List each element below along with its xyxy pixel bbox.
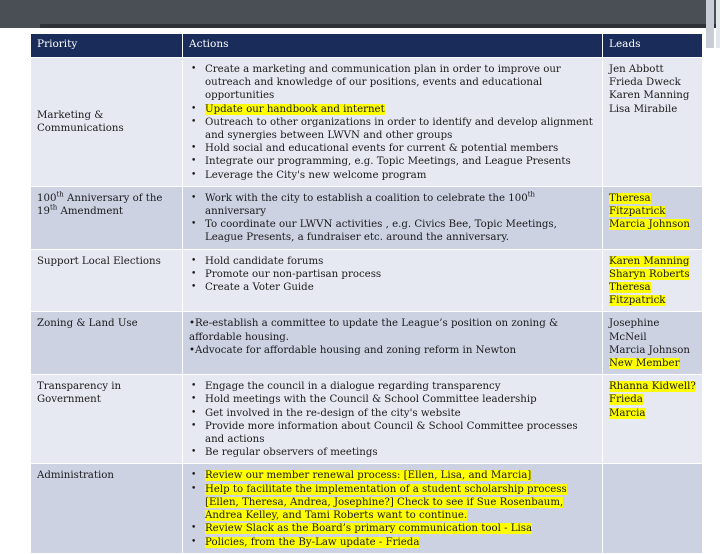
action-item: • Engage the council in a dialogue regarding transparency xyxy=(201,380,597,393)
action-item: • Integrate our programming, e.g. Topic Meetings, and League Presents xyxy=(201,155,597,168)
lead-name: Fitzpatrick xyxy=(609,206,666,218)
action-text: anniversary xyxy=(205,206,267,218)
action-item: • Be regular observers of meetings xyxy=(201,446,597,459)
action-item: • Leverage the City's new welcome program xyxy=(201,169,597,182)
actions-list xyxy=(189,380,597,459)
leads-cell xyxy=(603,312,703,375)
action-item: • Hold candidate forums xyxy=(201,255,597,268)
lead-name: Fitzpatrick xyxy=(609,295,666,307)
highlighted-text: Review Slack as the Board’s primary communication tool - Lisa xyxy=(205,523,533,535)
lead-name: Frieda xyxy=(609,394,643,406)
leads-cell xyxy=(603,186,703,249)
actions-list xyxy=(189,469,597,548)
lead-name: Sharyn Roberts xyxy=(609,268,690,280)
lead-name: Marcia Johnson xyxy=(609,344,690,356)
priority-cell: Administration xyxy=(31,464,183,553)
action-item: • Promote our non-partisan process xyxy=(201,268,597,281)
slide-side-stripe xyxy=(706,0,714,48)
action-item: • Create a marketing and communication plan in order to improve our outreach and knowledge of our positions, events and educational opportunities xyxy=(201,63,597,103)
priority-cell: Transparency in Government xyxy=(31,375,183,464)
slide-top-stripe xyxy=(40,24,720,28)
lead-name: Karen Manning xyxy=(609,90,690,102)
highlighted-text: Policies, from the By-Law update - Frieda xyxy=(205,536,420,548)
action-item: • Get involved in the re-design of the city's website xyxy=(201,407,597,420)
header-leads: Leads xyxy=(603,34,703,58)
priority-text: Amendment xyxy=(57,206,124,218)
action-item xyxy=(201,103,597,116)
priority-cell: Marketing & Communications xyxy=(31,58,183,187)
action-item xyxy=(201,536,597,549)
lead-name: McNeil xyxy=(609,331,647,343)
header-priority: Priority xyxy=(31,34,183,58)
action-item: • Provide more information about Council & School Committee processes and actions xyxy=(201,420,597,446)
leads-cell xyxy=(603,375,703,464)
action-item xyxy=(201,522,597,535)
action-item: • Create a Voter Guide xyxy=(201,281,597,294)
actions-list xyxy=(189,63,597,182)
lead-name: Frieda Dweck xyxy=(609,77,681,89)
lead-name: Karen Manning xyxy=(609,255,690,267)
priority-cell xyxy=(31,186,183,249)
lead-name: Theresa xyxy=(609,282,651,294)
lead-name: Josephine xyxy=(609,318,660,330)
action-item xyxy=(201,469,597,482)
action-text: Work with the city to establish a coalition to celebrate the 100 xyxy=(205,192,528,204)
highlighted-text: Help to facilitate the implementation of a student scholarship process [Ellen, Theresa, Andrea, Josephine?] Check to see if Sue Rosenbaum, Andrea Kelley, and Tami Roberts want to continue. xyxy=(205,483,567,522)
slide-side-stripe-light xyxy=(716,0,720,48)
table-row xyxy=(31,375,703,464)
priority-cell: Support Local Elections xyxy=(31,249,183,312)
table-row xyxy=(31,312,703,375)
lead-name: Marcia Johnson xyxy=(609,219,690,231)
actions-cell xyxy=(183,58,603,187)
priority-text: 100 xyxy=(37,192,57,204)
actions-cell xyxy=(183,312,603,375)
table-header-row xyxy=(31,34,703,58)
priorities-table xyxy=(30,33,703,554)
table-row xyxy=(31,186,703,249)
action-item: • Hold social and educational events for current & potential members xyxy=(201,142,597,155)
actions-list xyxy=(189,255,597,295)
ordinal-suffix: th xyxy=(527,190,536,199)
highlighted-text: Update our handbook and internet xyxy=(205,103,385,115)
priority-cell: Zoning & Land Use xyxy=(31,312,183,375)
lead-name: Jen Abbott xyxy=(609,64,664,75)
action-item: • Outreach to other organizations in order to identify and develop alignment and synergies between LWVN and other groups xyxy=(201,116,597,142)
action-text: •Re-establish a committee to update the League’s position on zoning & affordable housing. xyxy=(189,318,559,343)
header-actions: Actions xyxy=(183,34,603,58)
table-row xyxy=(31,58,703,187)
priority-text: Anniversary of the 19 xyxy=(37,192,163,218)
ordinal-suffix: th xyxy=(49,203,58,212)
ordinal-suffix: th xyxy=(56,190,64,199)
action-item xyxy=(201,483,597,523)
lead-name: Lisa Mirabile xyxy=(609,103,678,115)
actions-cell xyxy=(183,375,603,464)
actions-list xyxy=(189,192,597,245)
lead-name: New Member xyxy=(609,358,680,370)
lead-name: Theresa xyxy=(609,192,651,204)
lead-name: Rhanna Kidwell? xyxy=(609,381,696,393)
highlighted-text: Review our member renewal process: [Ellen, Lisa, and Marcia] xyxy=(205,470,532,482)
action-item xyxy=(201,192,597,218)
action-item: • To coordinate our LWVN activities , e.g. Civics Bee, Topic Meetings, League Presents, a fundraiser etc. around the anniversary. xyxy=(201,218,597,244)
leads-cell xyxy=(603,249,703,312)
leads-cell xyxy=(603,58,703,187)
actions-cell xyxy=(183,186,603,249)
table-row xyxy=(31,249,703,312)
actions-cell xyxy=(183,249,603,312)
lead-name: Marcia xyxy=(609,407,646,419)
action-text: •Advocate for affordable housing and zoning reform in Newton xyxy=(189,344,517,356)
action-item: • Hold meetings with the Council & School Committee leadership xyxy=(201,393,597,406)
